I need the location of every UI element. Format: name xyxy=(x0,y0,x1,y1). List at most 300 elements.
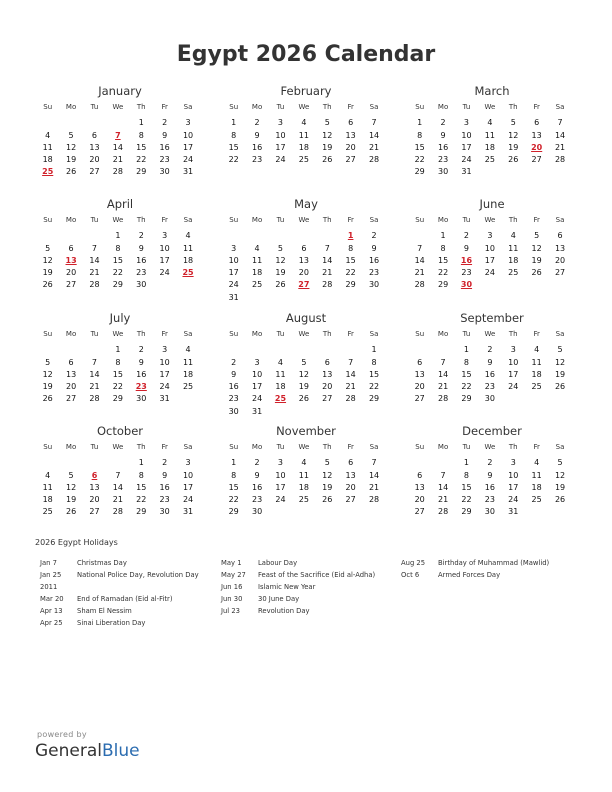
day-cell: 8 xyxy=(231,130,237,140)
day-cell: 2 xyxy=(138,231,144,241)
day-cell: 6 xyxy=(324,357,330,367)
day-cell: 29 xyxy=(368,394,380,404)
day-cell: 2 xyxy=(371,231,377,241)
weekday-label: Su xyxy=(43,103,53,111)
day-cell: 22 xyxy=(345,268,356,278)
day-cell: 9 xyxy=(231,369,237,379)
weekday-label: Mo xyxy=(65,330,77,338)
week-row xyxy=(222,406,386,418)
day-cell: 24 xyxy=(275,155,286,165)
page-title: Egypt 2026 Calendar xyxy=(176,42,436,67)
month-december xyxy=(408,423,572,519)
day-cell xyxy=(59,457,82,469)
day-cell xyxy=(316,344,339,356)
day-cell: 21 xyxy=(89,382,100,392)
day-cell: 27 xyxy=(554,268,566,278)
day-cell: 19 xyxy=(42,382,53,392)
holiday-day-cell: 6 xyxy=(91,470,98,480)
holiday-name: Birthday of Muhammad (Mawlid) xyxy=(438,559,550,567)
day-cell: 9 xyxy=(138,243,144,253)
week-row xyxy=(222,267,386,279)
day-cell: 16 xyxy=(136,369,147,379)
day-cell: 30 xyxy=(484,394,495,404)
month-april xyxy=(36,196,200,292)
day-cell: 7 xyxy=(348,357,354,367)
week-row xyxy=(408,482,572,494)
day-cell xyxy=(83,344,106,356)
day-cell: 5 xyxy=(534,231,540,241)
day-cell: 13 xyxy=(298,255,309,265)
weekday-label: Th xyxy=(322,330,332,338)
day-cell xyxy=(408,344,431,356)
weekday-label: Th xyxy=(322,216,332,224)
day-cell: 7 xyxy=(115,470,121,480)
powered-by-text: powered by xyxy=(37,730,87,739)
day-cell: 8 xyxy=(115,357,121,367)
day-cell: 19 xyxy=(322,142,333,152)
weekday-label: We xyxy=(484,103,496,111)
day-cell: 25 xyxy=(298,155,309,165)
brand-blue: Blue xyxy=(102,741,140,761)
day-cell: 28 xyxy=(437,394,449,404)
week-row xyxy=(36,142,200,154)
day-cell xyxy=(269,506,292,518)
weekday-label: Tu xyxy=(462,330,471,338)
day-cell: 30 xyxy=(251,507,263,517)
day-cell: 18 xyxy=(275,382,286,392)
day-cell: 27 xyxy=(65,394,77,404)
day-cell xyxy=(408,457,431,469)
holiday-item xyxy=(221,569,375,581)
weekday-label: Su xyxy=(415,216,425,224)
weekday-header xyxy=(36,328,200,340)
day-cell: 9 xyxy=(254,130,260,140)
day-cell: 26 xyxy=(322,495,333,505)
day-cell: 24 xyxy=(182,495,194,505)
day-cell: 22 xyxy=(414,155,425,165)
month-name: February xyxy=(280,84,332,98)
day-cell: 24 xyxy=(182,155,194,165)
day-cell: 31 xyxy=(251,406,263,416)
day-cell: 18 xyxy=(508,255,519,265)
day-cell: 15 xyxy=(228,482,239,492)
day-cell: 26 xyxy=(531,268,542,278)
week-row xyxy=(222,117,386,129)
month-name: August xyxy=(285,311,327,325)
weekday-label: Mo xyxy=(251,443,263,451)
weekday-header xyxy=(36,214,200,226)
day-cell xyxy=(502,279,525,291)
day-cell: 14 xyxy=(89,369,100,379)
day-cell: 4 xyxy=(45,470,51,480)
week-row xyxy=(222,357,386,369)
day-cell xyxy=(106,457,129,469)
day-cell: 19 xyxy=(531,255,542,265)
weekday-label: We xyxy=(484,443,496,451)
day-cell xyxy=(548,166,571,178)
day-cell: 3 xyxy=(254,357,260,367)
month-name: June xyxy=(479,197,505,211)
day-cell: 29 xyxy=(136,167,147,177)
day-cell: 20 xyxy=(65,268,77,278)
holiday-day-cell: 27 xyxy=(298,280,310,290)
day-cell xyxy=(548,393,571,405)
day-cell: 29 xyxy=(461,507,472,517)
day-cell: 27 xyxy=(414,507,425,517)
day-cell: 2 xyxy=(231,357,237,367)
day-cell: 30 xyxy=(159,167,170,177)
day-cell: 3 xyxy=(162,231,168,241)
day-cell: 1 xyxy=(231,118,237,128)
day-cell: 13 xyxy=(531,130,542,140)
day-cell: 28 xyxy=(322,280,333,290)
day-cell: 31 xyxy=(228,292,239,302)
week-row xyxy=(36,117,200,129)
week-row xyxy=(36,494,200,506)
week-row xyxy=(408,154,572,166)
week-row xyxy=(222,494,386,506)
day-cell: 11 xyxy=(275,369,286,379)
holiday-column xyxy=(40,557,199,629)
day-cell: 24 xyxy=(159,382,170,392)
day-cell: 17 xyxy=(461,142,472,152)
day-cell xyxy=(222,344,245,356)
week-row xyxy=(36,369,200,381)
day-cell: 7 xyxy=(324,243,330,253)
weekday-label: Su xyxy=(229,216,239,224)
day-cell: 17 xyxy=(508,369,519,379)
day-cell: 2 xyxy=(254,118,260,128)
day-cell xyxy=(245,230,268,242)
day-cell: 25 xyxy=(182,382,194,392)
day-cell: 26 xyxy=(508,155,519,165)
day-cell: 3 xyxy=(277,458,284,468)
day-cell: 25 xyxy=(251,280,263,290)
day-cell: 30 xyxy=(228,406,239,416)
day-cell: 15 xyxy=(136,482,147,492)
weekday-label: Th xyxy=(508,216,518,224)
month-august xyxy=(222,310,386,418)
weekday-label: Tu xyxy=(90,216,99,224)
day-cell: 16 xyxy=(159,142,170,152)
holiday-item xyxy=(40,557,199,569)
day-cell: 17 xyxy=(275,142,286,152)
weekday-header xyxy=(408,328,572,340)
day-cell xyxy=(269,344,292,356)
day-cell: 28 xyxy=(112,507,123,517)
day-cell: 7 xyxy=(557,118,563,128)
day-cell: 20 xyxy=(345,142,356,152)
day-cell: 11 xyxy=(182,243,194,253)
day-cell: 5 xyxy=(557,345,563,355)
day-cell: 9 xyxy=(440,130,446,140)
holiday-date: May 27 xyxy=(221,571,246,579)
day-cell: 28 xyxy=(368,495,380,505)
day-cell: 22 xyxy=(437,268,449,278)
day-cell: 11 xyxy=(42,142,53,152)
weekday-label: Fr xyxy=(347,330,354,338)
week-row xyxy=(36,154,200,166)
day-cell: 29 xyxy=(228,507,239,517)
day-cell: 21 xyxy=(112,155,123,165)
day-cell: 21 xyxy=(437,495,449,505)
weekday-label: Tu xyxy=(276,443,285,451)
day-cell: 1 xyxy=(417,118,423,128)
day-cell xyxy=(525,393,548,405)
week-row xyxy=(222,470,386,482)
day-cell: 27 xyxy=(345,495,356,505)
weekday-label: Mo xyxy=(251,103,263,111)
day-cell: 5 xyxy=(45,357,51,367)
day-cell xyxy=(408,230,431,242)
weekday-label: Mo xyxy=(65,216,77,224)
holiday-name: Revolution Day xyxy=(258,607,310,615)
day-cell: 21 xyxy=(368,142,380,152)
day-cell xyxy=(59,230,82,242)
day-cell xyxy=(316,506,339,518)
holiday-name: Armed Forces Day xyxy=(438,571,501,579)
day-cell xyxy=(106,117,129,129)
day-cell: 22 xyxy=(112,268,123,278)
day-cell: 18 xyxy=(42,155,53,165)
day-cell xyxy=(245,292,268,304)
day-cell: 28 xyxy=(345,394,356,404)
holiday-item xyxy=(401,569,549,581)
holiday-date: Mar 20 xyxy=(40,595,64,603)
day-cell: 31 xyxy=(159,394,170,404)
day-cell: 22 xyxy=(228,495,239,505)
day-cell xyxy=(478,166,501,178)
day-cell: 22 xyxy=(112,382,123,392)
week-row xyxy=(408,267,572,279)
day-cell: 21 xyxy=(437,382,449,392)
day-cell: 6 xyxy=(301,243,307,253)
month-march xyxy=(408,83,572,179)
month-june xyxy=(408,196,572,292)
holiday-column xyxy=(401,557,549,581)
day-cell: 23 xyxy=(368,268,380,278)
week-row xyxy=(408,243,572,255)
day-cell: 28 xyxy=(112,167,123,177)
week-row xyxy=(222,279,386,291)
holiday-day-cell: 25 xyxy=(182,268,194,278)
day-cell xyxy=(222,230,245,242)
week-row xyxy=(222,506,386,518)
weekday-label: Su xyxy=(229,330,239,338)
day-cell xyxy=(292,292,315,304)
holiday-name: End of Ramadan (Eid al-Fitr) xyxy=(77,595,173,603)
day-cell: 6 xyxy=(417,357,423,367)
day-cell xyxy=(316,406,339,418)
day-cell: 3 xyxy=(510,458,516,468)
day-cell: 22 xyxy=(136,155,147,165)
weekday-label: Fr xyxy=(347,103,354,111)
day-cell: 19 xyxy=(298,382,309,392)
week-row xyxy=(36,243,200,255)
day-cell: 1 xyxy=(463,458,470,468)
day-cell: 2 xyxy=(487,458,493,468)
holiday-item xyxy=(401,557,549,569)
day-cell: 21 xyxy=(554,142,566,152)
day-cell: 12 xyxy=(275,255,286,265)
weekday-label: Sa xyxy=(555,216,565,224)
day-cell: 19 xyxy=(42,268,53,278)
holiday-date: Jul 23 xyxy=(221,607,241,615)
day-cell: 4 xyxy=(301,458,307,468)
weekday-label: Sa xyxy=(369,330,379,338)
day-cell: 15 xyxy=(112,255,123,265)
day-cell: 13 xyxy=(414,369,425,379)
month-name: May xyxy=(294,197,318,211)
day-cell: 11 xyxy=(484,130,495,140)
holiday-day-cell: 23 xyxy=(135,382,147,392)
day-cell: 30 xyxy=(136,394,147,404)
day-cell: 28 xyxy=(414,280,425,290)
day-cell: 26 xyxy=(65,507,77,517)
holiday-day-cell: 13 xyxy=(65,255,77,265)
weekday-header xyxy=(222,214,386,226)
day-cell xyxy=(339,506,362,518)
week-row xyxy=(222,393,386,405)
day-cell xyxy=(59,344,82,356)
day-cell: 11 xyxy=(531,357,542,367)
weekday-label: We xyxy=(112,443,124,451)
day-cell: 4 xyxy=(185,345,191,355)
day-cell: 18 xyxy=(182,255,194,265)
day-cell: 17 xyxy=(275,482,286,492)
day-cell: 11 xyxy=(298,470,309,480)
day-cell: 8 xyxy=(115,243,121,253)
day-cell xyxy=(525,279,548,291)
day-cell: 26 xyxy=(42,394,53,404)
weekday-label: We xyxy=(298,330,310,338)
day-cell: 11 xyxy=(298,130,309,140)
day-cell: 20 xyxy=(298,268,309,278)
day-cell: 10 xyxy=(251,369,263,379)
weekday-label: Tu xyxy=(462,216,471,224)
day-cell: 25 xyxy=(484,155,495,165)
day-cell: 26 xyxy=(298,394,309,404)
weekday-label: Tu xyxy=(276,103,285,111)
day-cell: 14 xyxy=(112,482,123,492)
day-cell: 30 xyxy=(484,507,495,517)
day-cell: 27 xyxy=(322,394,333,404)
holiday-date: 2011 xyxy=(40,583,58,591)
day-cell: 27 xyxy=(65,280,77,290)
day-cell: 1 xyxy=(440,231,446,241)
month-january xyxy=(36,83,200,179)
day-cell xyxy=(59,117,82,129)
week-row xyxy=(408,393,572,405)
day-cell: 19 xyxy=(65,495,77,505)
day-cell: 8 xyxy=(440,243,446,253)
day-cell: 1 xyxy=(138,118,144,128)
weekday-label: We xyxy=(298,103,310,111)
day-cell: 9 xyxy=(162,470,168,480)
weekday-header xyxy=(408,214,572,226)
day-cell xyxy=(362,506,385,518)
weekday-label: Sa xyxy=(183,443,193,451)
day-cell: 3 xyxy=(463,118,470,128)
day-cell: 28 xyxy=(437,507,449,517)
week-row xyxy=(408,457,572,469)
holiday-date: Jan 25 xyxy=(40,571,62,579)
weekday-label: Mo xyxy=(437,103,449,111)
week-row xyxy=(36,279,200,291)
day-cell: 2 xyxy=(162,458,168,468)
day-cell xyxy=(525,166,548,178)
day-cell: 17 xyxy=(159,255,170,265)
day-cell: 23 xyxy=(159,495,170,505)
day-cell: 16 xyxy=(368,255,380,265)
week-row xyxy=(36,130,200,142)
day-cell xyxy=(362,292,385,304)
day-cell: 6 xyxy=(68,243,74,253)
month-name: April xyxy=(106,197,134,211)
day-cell xyxy=(362,406,385,418)
day-cell: 4 xyxy=(185,231,191,241)
day-cell: 9 xyxy=(487,357,493,367)
day-cell xyxy=(269,406,292,418)
weekday-header xyxy=(36,101,200,113)
day-cell: 7 xyxy=(417,243,423,253)
day-cell: 2 xyxy=(254,458,260,468)
month-name: January xyxy=(98,84,142,98)
day-cell: 25 xyxy=(508,268,519,278)
day-cell: 26 xyxy=(554,495,566,505)
day-cell: 16 xyxy=(159,482,170,492)
holiday-date: Oct 6 xyxy=(401,571,420,579)
holiday-date: May 1 xyxy=(221,559,242,567)
day-cell: 23 xyxy=(251,495,263,505)
day-cell xyxy=(176,393,199,405)
day-cell: 23 xyxy=(437,155,449,165)
day-cell: 8 xyxy=(371,357,377,367)
holiday-list-title: 2026 Egypt Holidays xyxy=(35,538,118,547)
week-row xyxy=(408,230,572,242)
day-cell: 16 xyxy=(484,482,495,492)
day-cell: 15 xyxy=(112,369,123,379)
day-cell: 7 xyxy=(440,470,446,480)
holiday-day-cell: 30 xyxy=(460,280,473,290)
day-cell: 23 xyxy=(228,394,239,404)
week-row xyxy=(408,506,572,518)
day-cell: 15 xyxy=(461,482,472,492)
brand-logo[interactable] xyxy=(35,741,140,761)
day-cell: 31 xyxy=(182,167,194,177)
day-cell: 26 xyxy=(322,155,333,165)
day-cell: 9 xyxy=(463,243,470,253)
day-cell xyxy=(292,506,315,518)
holiday-item xyxy=(221,605,375,617)
day-cell: 18 xyxy=(531,369,542,379)
month-name: October xyxy=(96,424,144,438)
day-cell xyxy=(36,230,59,242)
day-cell: 11 xyxy=(42,482,53,492)
holiday-day-cell: 20 xyxy=(531,142,543,152)
day-cell: 20 xyxy=(65,382,77,392)
day-cell: 12 xyxy=(322,130,333,140)
day-cell: 15 xyxy=(136,142,147,152)
holiday-item xyxy=(40,617,199,629)
holiday-date: Jun 30 xyxy=(221,595,243,603)
day-cell xyxy=(502,166,525,178)
day-cell: 12 xyxy=(322,470,333,480)
day-cell: 22 xyxy=(368,382,380,392)
weekday-header xyxy=(222,441,386,453)
day-cell: 28 xyxy=(89,394,100,404)
week-row xyxy=(36,393,200,405)
